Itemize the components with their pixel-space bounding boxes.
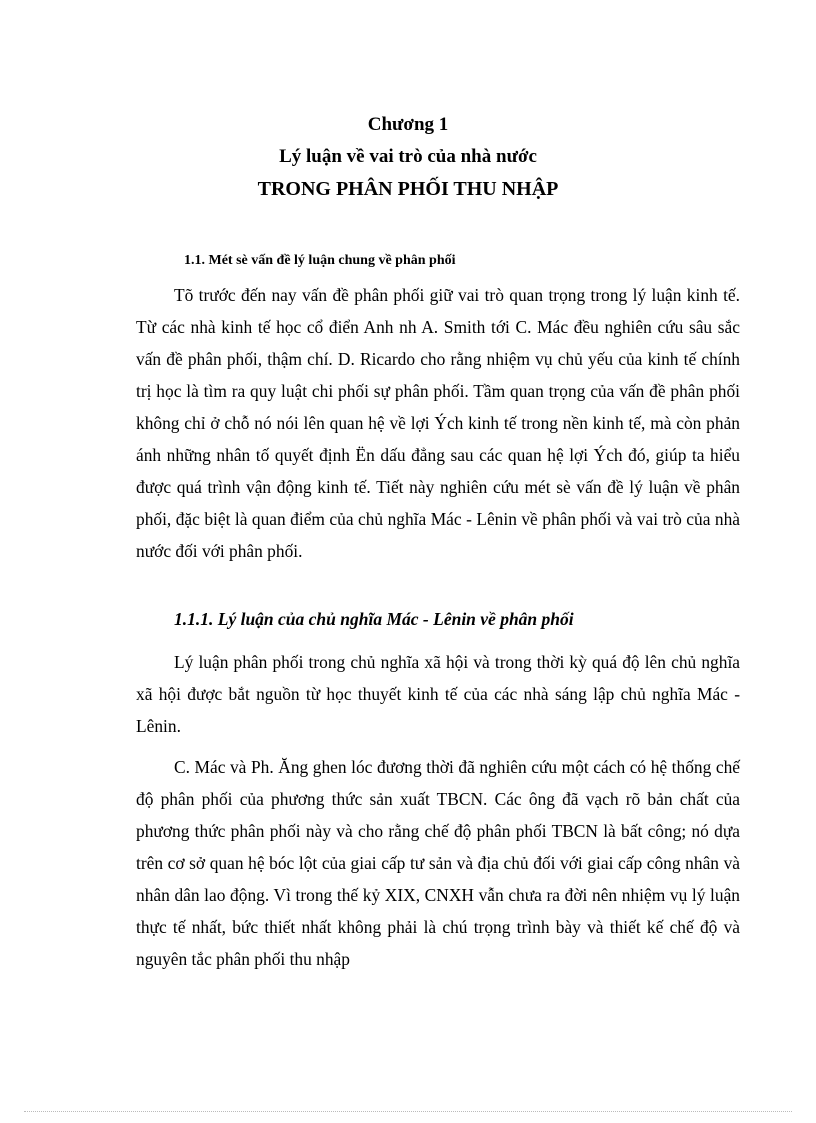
chapter-title: Lý luận về vai trò của nhà nước	[279, 146, 537, 167]
section-1-1-1-body-2	[136, 751, 740, 975]
paragraph: Lý luận phân phối trong chủ nghĩa xã hội và trong thời kỳ quá độ lên chủ nghĩa xã hội được bắt nguồn từ học thuyết kinh tế của các nhà sáng lập chủ nghĩa Mác - Lênin.	[136, 652, 740, 736]
paragraph: Tõ trước đến nay vấn đề phân phối giữ vai trò quan trọng trong lý luận kinh tế. Từ các nhà kinh tế học cổ điển Anh nh A. Smith tới C. Mác đều nghiên cứu sâu sắc vấn đề phân phối, thậm chí. D. Ricardo cho rằng nhiệm vụ chủ yếu của kinh tế chính trị học là tìm ra quy luật chi phối sự phân phối. Tầm quan trọng của vấn đề phân phối không chỉ ở chỗ nó nói lên quan hệ về lợi Ých kinh tế trong nền kinh tế, mà còn phản ánh những nhân tố quyết định Ën dấu đẳng sau các quan hệ lợi Ých đó, giúp ta hiểu được quá trình vận động kinh tế. Tiết này nghiên cứu mét sè vấn đề lý luận về phân phối, đặc biệt là quan điểm của chủ nghĩa Mác - Lênin về phân phối và vai trò của nhà nước đối với phân phối.	[136, 285, 740, 561]
page-bottom-divider	[24, 1111, 792, 1112]
section-1-1-body	[136, 279, 740, 567]
chapter-subtitle: TRONG PHÂN PHỐI THU NHẬP	[257, 178, 559, 200]
section-heading-1-1-1: 1.1.1. Lý luận của chủ nghĩa Mác - Lênin về phân phối	[174, 609, 574, 629]
paragraph: C. Mác và Ph. Ăng ghen lóc đương thời đã nghiên cứu một cách có hệ thống chế độ phân phối của phương thức sản xuất TBCN. Các ông đã vạch rõ bản chất của phương thức phân phối này và cho rằng chế độ phân phối TBCN là bất công; nó dựa trên cơ sở quan hệ bóc lột của giai cấp tư sản và địa chủ đối với giai cấp công nhân và nhân dân lao động. Vì trong thế kỷ XIX, CNXH vẫn chưa ra đời nên nhiệm vụ lý luận thực tế nhất, bức thiết nhất không phải là chú trọng trình bày và thiết kế chế độ và nguyên tắc phân phối thu nhập	[136, 757, 740, 969]
section-heading-1-1: 1.1. Mét sè vấn đề lý luận chung về phân phối	[184, 253, 456, 268]
section-1-1-1-body-1	[136, 646, 740, 742]
chapter-number: Chương 1	[367, 114, 449, 135]
